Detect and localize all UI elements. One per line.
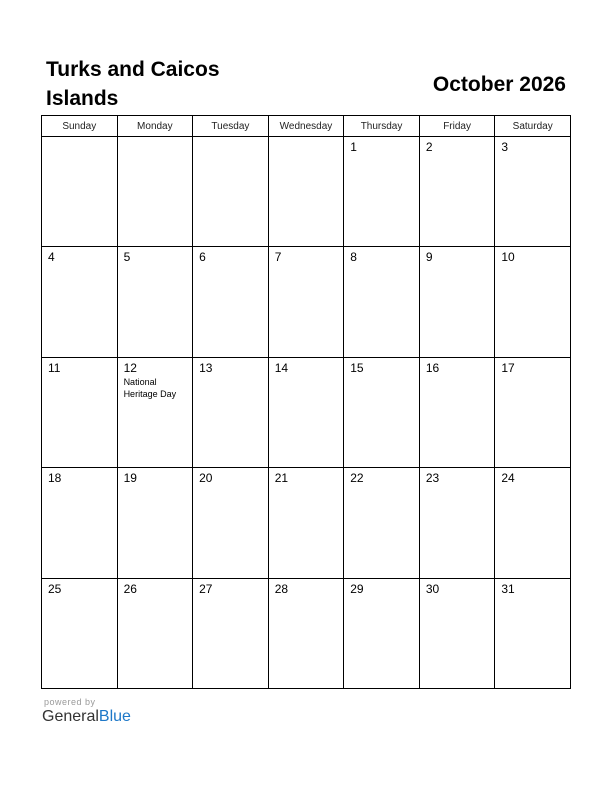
day-cell — [42, 357, 118, 467]
day-number: 12 — [123, 360, 137, 375]
generalblue-logo[interactable] — [42, 708, 131, 726]
day-cell — [495, 357, 571, 467]
day-cell — [268, 247, 344, 357]
weekday-header-row — [42, 116, 571, 137]
week-row-2 — [42, 247, 571, 357]
day-number: 2 — [425, 140, 433, 154]
day-cell — [193, 247, 269, 357]
week-row-4 — [42, 468, 571, 578]
day-number — [118, 137, 193, 141]
day-number: 25 — [48, 581, 62, 596]
day-number — [193, 137, 268, 141]
day-number: 19 — [123, 471, 137, 486]
day-cell — [117, 578, 193, 688]
day-cell — [344, 578, 420, 688]
day-cell — [117, 357, 193, 467]
powered-by-text: powered by — [44, 697, 96, 707]
weekday-monday: Monday — [117, 116, 193, 137]
holiday-label: National Heritage Day — [123, 376, 177, 399]
week-row-5 — [42, 578, 571, 688]
day-number: 5 — [123, 250, 131, 265]
week-row-1 — [42, 137, 571, 247]
day-number: 30 — [425, 581, 440, 596]
day-cell — [495, 578, 571, 688]
day-cell — [419, 578, 495, 688]
weekday-friday: Friday — [419, 116, 495, 137]
day-cell — [344, 247, 420, 357]
day-cell — [419, 137, 495, 247]
day-number: 8 — [350, 250, 357, 265]
day-number: 10 — [501, 250, 515, 265]
day-cell — [268, 578, 344, 688]
day-number: 11 — [48, 360, 61, 375]
day-cell — [117, 137, 193, 247]
day-number: 18 — [48, 471, 62, 486]
day-number: 24 — [501, 471, 515, 486]
day-cell — [495, 137, 571, 247]
day-cell — [42, 578, 118, 688]
day-number — [42, 137, 117, 141]
day-number: 3 — [501, 140, 509, 154]
day-number: 29 — [350, 581, 364, 596]
day-number: 21 — [274, 471, 289, 486]
day-cell — [268, 357, 344, 467]
day-number: 23 — [425, 471, 440, 486]
day-cell — [268, 468, 344, 578]
day-number: 9 — [425, 250, 433, 265]
day-number: 16 — [425, 360, 440, 375]
day-number: 4 — [48, 250, 55, 265]
day-number: 27 — [199, 581, 213, 596]
brand-name-blue: Blue — [98, 708, 131, 725]
weekday-sunday: Sunday — [42, 116, 118, 137]
day-cell — [193, 578, 269, 688]
day-cell — [193, 468, 269, 578]
weekday-thursday: Thursday — [344, 116, 420, 137]
day-cell — [42, 137, 118, 247]
day-cell — [495, 468, 571, 578]
day-number: 26 — [123, 581, 137, 596]
month-title: October 2026 — [432, 73, 566, 96]
weekday-wednesday: Wednesday — [268, 116, 344, 137]
day-number: 28 — [274, 581, 289, 596]
day-cell — [495, 247, 571, 357]
day-cell — [344, 357, 420, 467]
day-cell — [193, 357, 269, 467]
day-cell — [419, 468, 495, 578]
calendar-grid — [41, 115, 571, 689]
day-cell — [419, 247, 495, 357]
weekday-tuesday: Tuesday — [193, 116, 269, 137]
day-cell — [42, 247, 118, 357]
day-cell — [419, 357, 495, 467]
day-cell — [117, 468, 193, 578]
day-number: 22 — [350, 471, 364, 486]
day-number: 14 — [274, 360, 289, 375]
day-cell — [193, 137, 269, 247]
week-row-3 — [42, 357, 571, 467]
day-cell — [344, 137, 420, 247]
day-number: 1 — [350, 140, 357, 154]
weekday-saturday: Saturday — [495, 116, 571, 137]
day-cell — [344, 468, 420, 578]
day-number: 31 — [501, 581, 515, 596]
day-cell — [268, 137, 344, 247]
day-cell — [117, 247, 193, 357]
country-title: Turks and Caicos Islands — [46, 58, 220, 110]
day-number: 17 — [501, 360, 515, 375]
day-number: 20 — [199, 471, 213, 486]
day-number: 6 — [199, 250, 206, 265]
day-cell — [42, 468, 118, 578]
day-number: 15 — [350, 360, 364, 375]
day-number: 13 — [199, 360, 213, 375]
brand-name-general: General — [42, 708, 99, 725]
day-number: 7 — [274, 250, 282, 265]
day-number — [269, 137, 344, 141]
